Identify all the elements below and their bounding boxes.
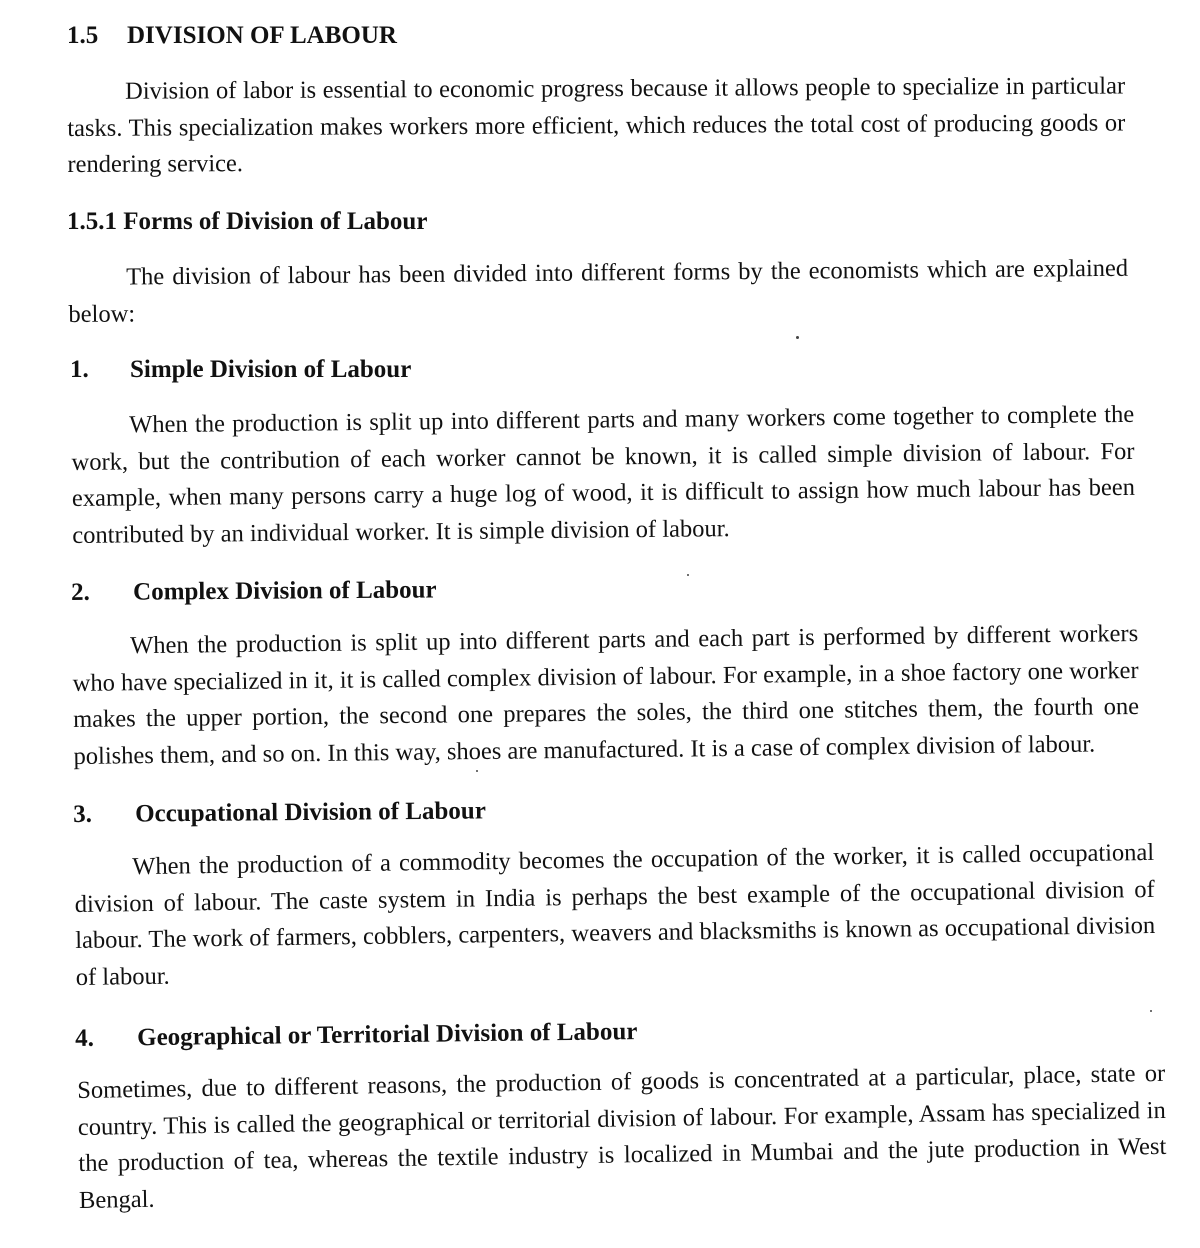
subsection-intro-paragraph: The division of labour has been divided into different forms by the economists which are explained below: (68, 254, 1129, 328)
scan-speck (796, 336, 799, 339)
section-intro-paragraph: Division of labor is essential to economic progress because it allows people to specialize in particular tasks. This specialization makes workers more efficient, which reduces the total cost of producing goods or rendering service. (67, 72, 1126, 178)
form-number: 2. (71, 578, 90, 606)
form-heading-occupational (73, 796, 486, 830)
section-title: DIVISION OF LABOUR (127, 22, 397, 49)
form-heading-geographical (75, 1017, 638, 1054)
section-heading (67, 21, 397, 51)
scan-speck (476, 770, 478, 772)
scan-speck (1150, 1010, 1152, 1012)
subsection-heading: 1.5.1 Forms of Division of Labour (67, 208, 428, 235)
form-title: Geographical or Territorial Division of Labour (137, 1018, 638, 1052)
form-title: Occupational Division of Labour (135, 797, 486, 828)
form-number: 3. (73, 800, 92, 828)
form-paragraph-simple: When the production is split up into different parts and many workers come together to complete the work, but the contribution of each worker cannot be known, it is called simple division of labour. For example, when many persons carry a huge log of wood, it is difficult to assign how much labour has been contributed by an individual worker. It is simple division of labour. (71, 400, 1136, 549)
form-title: Simple Division of Labour (130, 356, 412, 383)
form-heading-complex (71, 575, 437, 608)
form-number: 1. (70, 356, 89, 383)
scan-speck (687, 574, 689, 576)
form-paragraph-occupational: When the production of a commodity becomes the occupation of the worker, it is called occupational division of labour. The caste system in India is perhaps the best example of the occupational division of labour. The work of farmers, cobblers, carpenters, weavers and blacksmiths is known as occupational division of labour. (74, 838, 1156, 991)
form-title: Complex Division of Labour (133, 576, 437, 606)
form-paragraph-geographical: Sometimes, due to different reasons, the production of goods is concentrated at a particular, place, state or country. This is called the geographical or territorial division of labour. For example, Assam has specialized in the production of tea, whereas the textile industry is localized in Mumbai and the jute production in West Bengal. (77, 1059, 1167, 1214)
form-number: 4. (75, 1024, 95, 1052)
section-number: 1.5 (67, 22, 99, 49)
form-heading-simple (70, 355, 411, 385)
form-paragraph-complex: When the production is split up into different parts and each part is performed by different workers who have specialized in it, it is called complex division of labour. For example, in a shoe factory one worker makes the upper portion, the second one prepares the soles, the third one stitches them, the fourth one polishes them, and so on. In this way, shoes are manufactured. It is a case of complex division of labour. (72, 619, 1140, 770)
